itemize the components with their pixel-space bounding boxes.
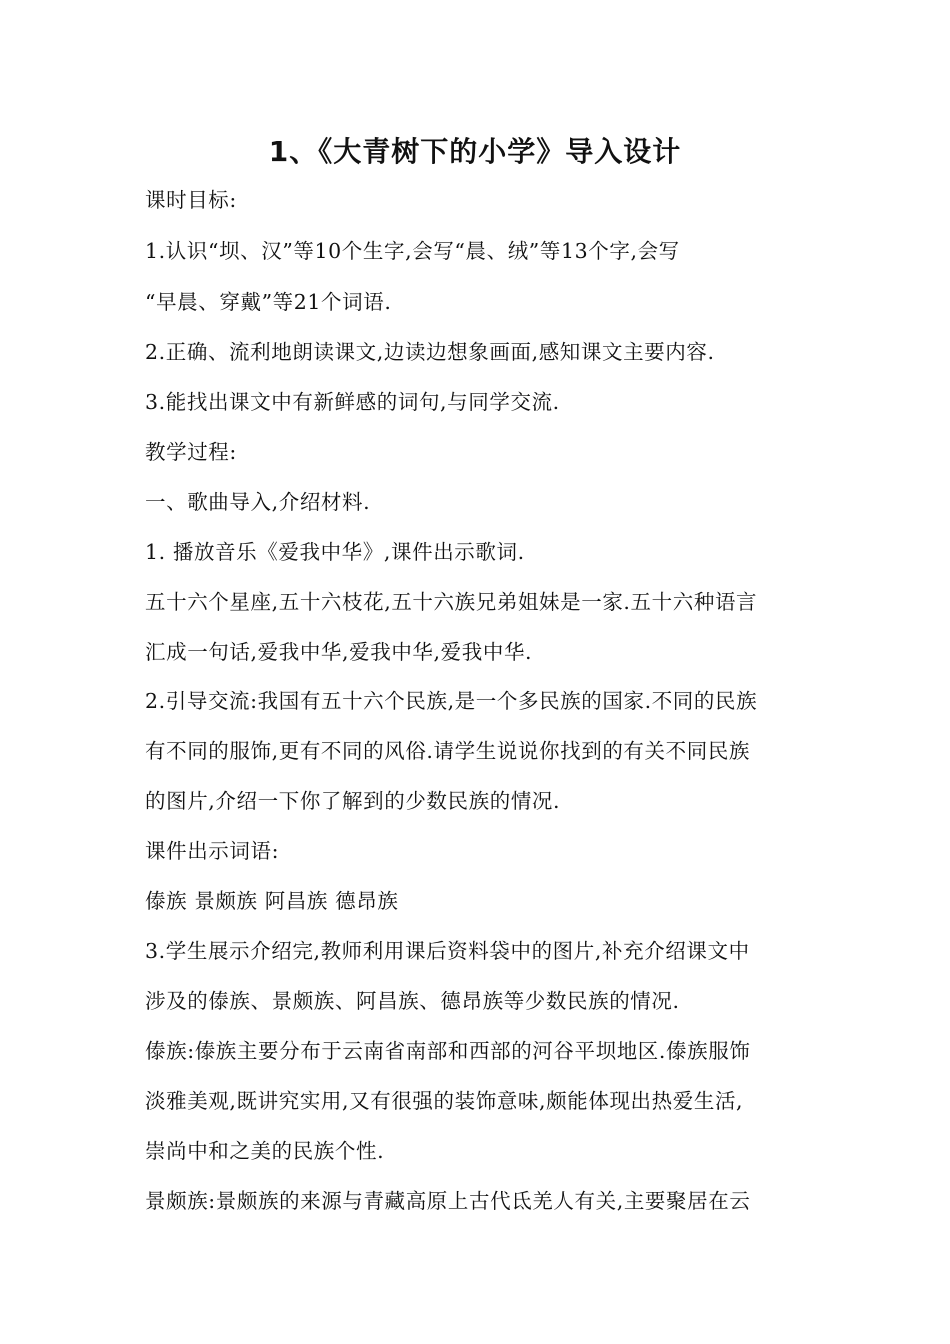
text-line-dai-2: 淡雅美观,既讲究实用,又有很强的装饰意味,颇能体现出热爱生活, — [145, 1089, 744, 1113]
text-line-step-3: 3.学生展示介绍完,教师利用课后资料袋中的图片,补充介绍课文中 — [145, 939, 750, 963]
text-line-step-3-cont: 涉及的傣族、景颇族、阿昌族、德昂族等少数民族的情况. — [145, 989, 680, 1013]
text-line-dai-1: 傣族:傣族主要分布于云南省南部和西部的河谷平坝地区.傣族服饰 — [145, 1039, 751, 1063]
text-line-goal-3: 3.能找出课文中有新鲜感的词句,与同学交流. — [145, 390, 560, 414]
text-line-process-heading: 教学过程: — [145, 440, 237, 464]
text-line-ethnic-groups: 傣族 景颇族 阿昌族 德昂族 — [145, 889, 399, 913]
text-line-lesson-goals-heading: 课时目标: — [145, 188, 237, 212]
text-line-goal-1-cont: “早晨、穿戴”等21个词语. — [145, 290, 392, 314]
text-line-goal-1: 1.认识“坝、汉”等10个生字,会写“晨、绒”等13个字,会写 — [145, 239, 680, 263]
text-line-section-1: 一、歌曲导入,介绍材料. — [145, 490, 371, 514]
text-line-lyrics-1: 五十六个星座,五十六枝花,五十六族兄弟姐妹是一家.五十六种语言 — [145, 590, 758, 614]
text-line-words-heading: 课件出示词语: — [145, 839, 280, 863]
document-title: 1、《大青树下的小学》导入设计 — [268, 135, 682, 168]
text-line-dai-3: 崇尚中和之美的民族个性. — [145, 1139, 385, 1163]
text-line-step-1: 1. 播放音乐《爱我中华》,课件出示歌词. — [145, 540, 525, 564]
text-line-goal-2: 2.正确、流利地朗读课文,边读边想象画面,感知课文主要内容. — [145, 340, 715, 364]
text-line-jingpo-1: 景颇族:景颇族的来源与青藏高原上古代氐羌人有关,主要聚居在云 — [145, 1189, 751, 1213]
text-line-step-2-cont-1: 有不同的服饰,更有不同的风俗.请学生说说你找到的有关不同民族 — [145, 739, 751, 763]
text-line-lyrics-2: 汇成一句话,爱我中华,爱我中华,爱我中华. — [145, 640, 533, 664]
text-line-step-2: 2.引导交流:我国有五十六个民族,是一个多民族的国家.不同的民族 — [145, 689, 758, 713]
text-line-step-2-cont-2: 的图片,介绍一下你了解到的少数民族的情况. — [145, 789, 561, 813]
